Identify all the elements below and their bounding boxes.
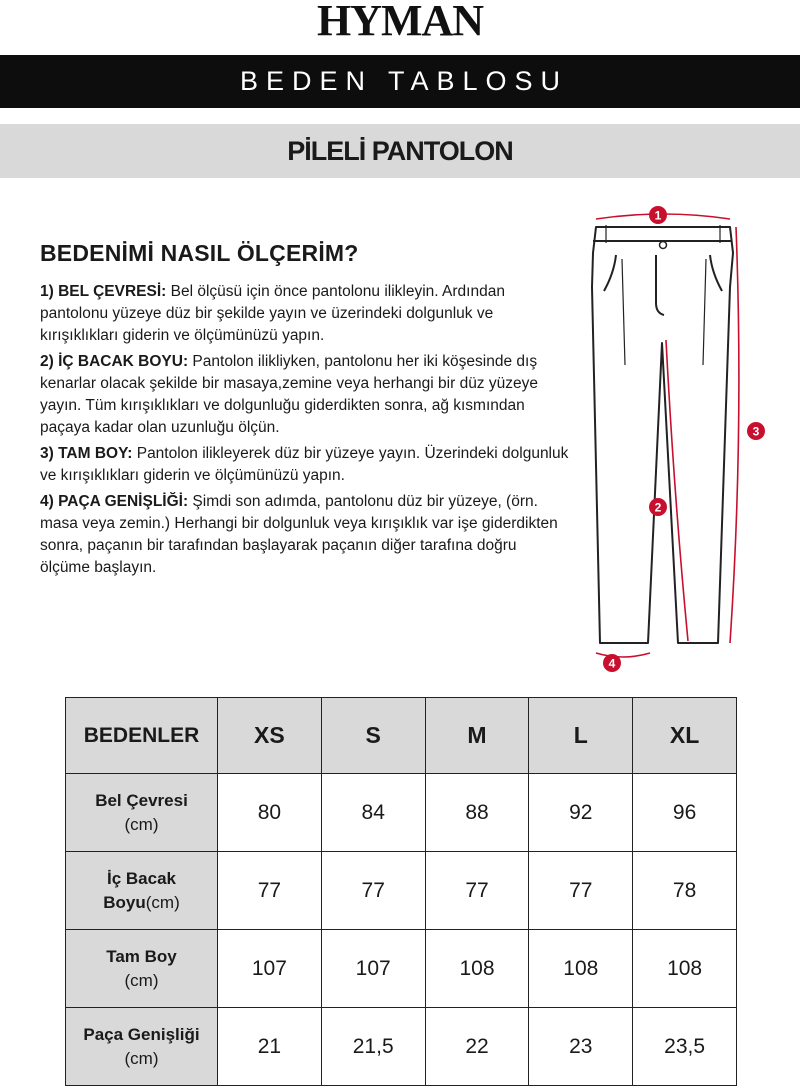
- step-label: 2) İÇ BACAK BOYU:: [40, 353, 189, 370]
- table-cell: 84: [321, 774, 425, 852]
- step-text: Pantolon ilikliyken, pantolonu her iki köşesinde dış kenarlar olacak şekilde bir masaya,zemine veya herhangi bir düz yüzeye yayın. Tüm kırışıklıkları ve dolgunluğu giderdikten sonra, ağ kısmından paçaya kadar olan uzunluğu ölçün.: [40, 353, 538, 436]
- measurement-instructions: [40, 240, 570, 583]
- step-text: Şimdi son adımda, pantolonu düz bir yüzeye, (örn. masa veya zemin.) Herhangi bir dolgunluk veya kırışıklık var işe giderdikten sonra, paçanın bir tarafından başlayarak paçanın diğer tarafına doğru ölçüme başlayın.: [40, 493, 558, 576]
- table-cell: 23: [529, 1008, 633, 1086]
- table-row-total-length: [66, 930, 737, 1008]
- row-label-text: Paça Genişliği: [83, 1024, 200, 1044]
- table-cell: 107: [218, 930, 322, 1008]
- row-label-unit: (cm): [124, 814, 159, 834]
- product-title: PİLELİ PANTOLON: [0, 124, 800, 178]
- table-row-inseam: [66, 852, 737, 930]
- row-label: [66, 774, 218, 852]
- table-header-row: [66, 698, 737, 774]
- table-cell: 92: [529, 774, 633, 852]
- table-cell: 96: [633, 774, 737, 852]
- instruction-step-waist: [40, 281, 570, 347]
- table-cell: 108: [633, 930, 737, 1008]
- table-row-waist: [66, 774, 737, 852]
- table-cell: 21,5: [321, 1008, 425, 1086]
- brand-logo: HYMAN: [316, 0, 484, 45]
- size-header: XS: [218, 698, 322, 774]
- size-chart-table: [65, 697, 737, 1086]
- row-label: [66, 1008, 218, 1086]
- size-header: S: [321, 698, 425, 774]
- table-cell: 23,5: [633, 1008, 737, 1086]
- size-header: L: [529, 698, 633, 774]
- row-label-unit: (cm): [124, 970, 159, 990]
- step-label: 3) TAM BOY:: [40, 445, 133, 462]
- marker-1-label: 1: [654, 208, 662, 223]
- row-label: [66, 852, 218, 930]
- row-label-text: İç Bacak: [107, 868, 176, 888]
- row-label-unit: (cm): [145, 892, 180, 912]
- row-label-unit: (cm): [124, 1048, 159, 1068]
- row-label-text: Bel Çevresi: [95, 790, 188, 810]
- table-cell: 22: [425, 1008, 529, 1086]
- instructions-heading: BEDENİMİ NASIL ÖLÇERİM?: [40, 240, 359, 266]
- size-header: XL: [633, 698, 737, 774]
- table-corner-label: BEDENLER: [66, 698, 218, 774]
- trousers-outline-icon: [592, 225, 733, 643]
- size-header: M: [425, 698, 529, 774]
- table-cell: 78: [633, 852, 737, 930]
- row-label-text-2: Boyu: [103, 892, 146, 912]
- table-cell: 77: [425, 852, 529, 930]
- table-cell: 107: [321, 930, 425, 1008]
- table-cell: 77: [529, 852, 633, 930]
- table-cell: 21: [218, 1008, 322, 1086]
- step-text: Pantolon ilikleyerek düz bir yüzeye yayın. Üzerindeki dolgunluk ve kırışıklıkları giderin ve ölçümünüzü yapın.: [40, 445, 569, 484]
- table-cell: 108: [425, 930, 529, 1008]
- table-cell: 108: [529, 930, 633, 1008]
- instruction-step-leg-opening: [40, 491, 570, 579]
- row-label: [66, 930, 218, 1008]
- table-cell: 80: [218, 774, 322, 852]
- table-cell: 88: [425, 774, 529, 852]
- table-cell: 77: [218, 852, 322, 930]
- instruction-step-total-length: [40, 443, 570, 487]
- table-cell: 77: [321, 852, 425, 930]
- button-icon: [660, 242, 667, 249]
- trousers-measurement-diagram: [570, 195, 800, 675]
- step-label: 4) PAÇA GENİŞLİĞİ:: [40, 493, 189, 510]
- marker-4-label: 4: [608, 656, 616, 671]
- step-text: Bel ölçüsü için önce pantolonu ilikleyin. Ardından pantolonu yüzeye düz bir şekilde yayın ve üzerindeki dolgunluk ve kırışıklıkları giderin ve ölçümünüzü yapın.: [40, 283, 505, 344]
- marker-3-label: 3: [752, 424, 760, 439]
- banner-title: BEDEN TABLOSU: [0, 55, 800, 108]
- table-row-leg-opening: [66, 1008, 737, 1086]
- marker-2-label: 2: [654, 500, 662, 515]
- step-label: 1) BEL ÇEVRESİ:: [40, 283, 167, 300]
- instruction-step-inseam: [40, 351, 570, 439]
- row-label-text: Tam Boy: [106, 946, 177, 966]
